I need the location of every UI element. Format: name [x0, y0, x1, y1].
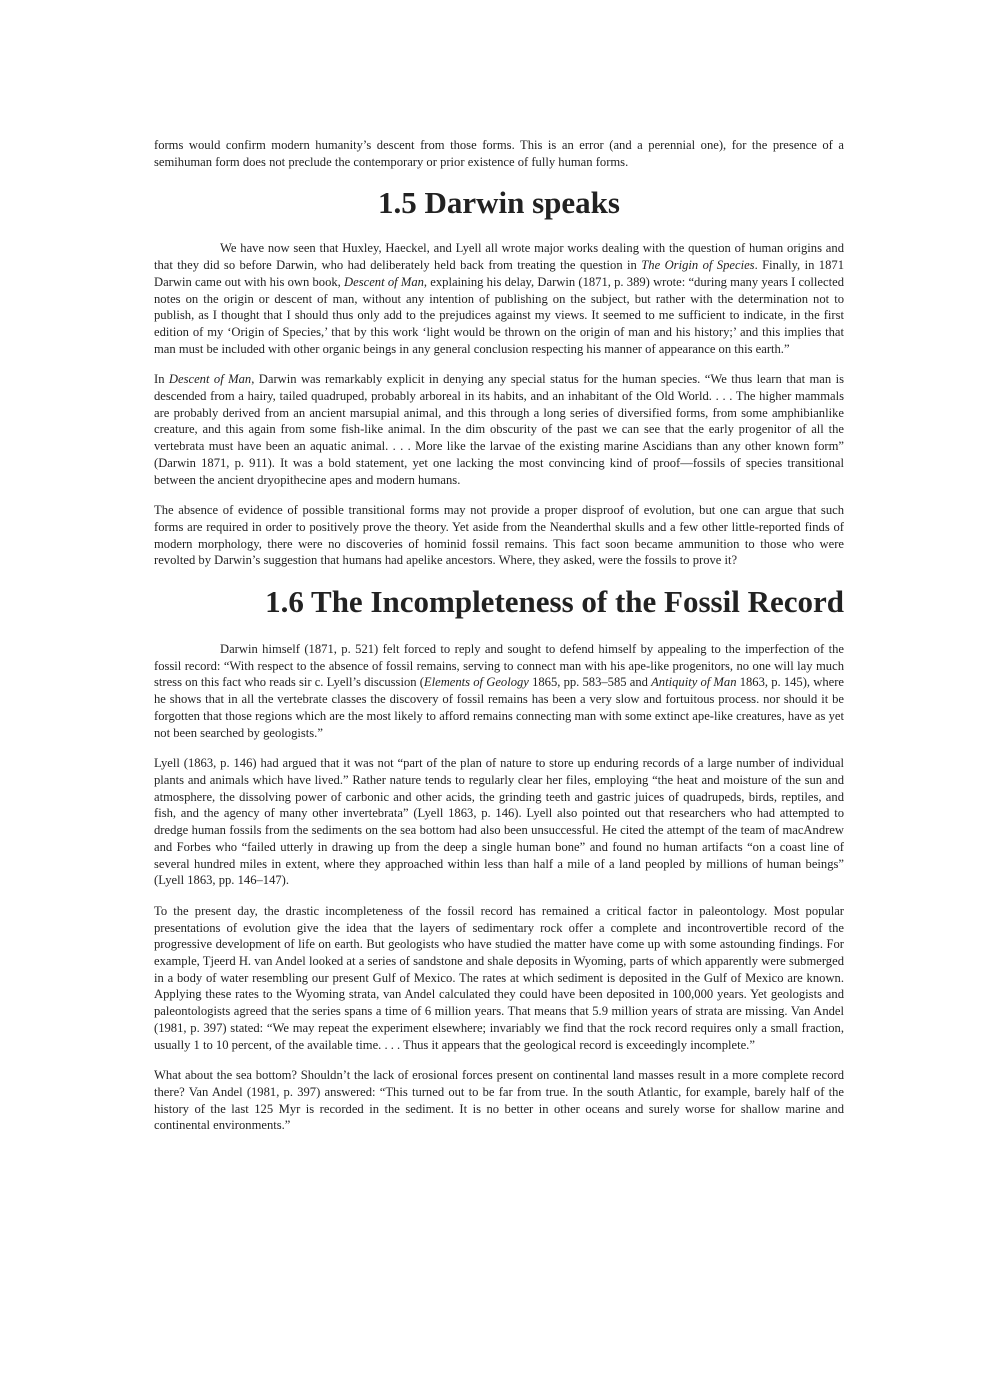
paragraph: To the present day, the drastic incompleteness of the fossil record has remained a critical factor in paleontology. Most popular presentations of evolution give the idea that the layers of sedimentary rock offer a complete and incontrovertible record of the progressive development of life on earth. But geologists who have studied the matter have come up with some astounding findings. For example, Tjeerd H. van Andel looked at a series of sandstone and shale deposits in Wyoming, parts of which apparently were submerged in a body of water resembling our present Gulf of Mexico. The rates at which sediment is deposited in the Gulf of Mexico are known. Applying these rates to the Wyoming strata, van Andel calculated they could have been deposited in 100,000 years. Yet geologists and paleontologists agreed that the series spans a time of 6 million years. That means that 5.9 million years of strata are missing. Van Andel (1981, p. 397) stated: “We may repeat the experiment elsewhere; invariably we find that the rock record requires only a small fraction, usually 1 to 10 percent, of the available time. . . . Thus it appears that the geological record is exceedingly incomplete.”	[154, 903, 844, 1052]
book-title: Antiquity of Man	[651, 675, 737, 690]
page-content	[154, 137, 844, 1148]
section-heading-1-6: 1.6 The Incompleteness of the Fossil Record	[265, 584, 844, 620]
paragraph: Darwin himself (1871, p. 521) felt forced to reply and sought to defend himself by appealing to the imperfection of the fossil record: “With respect to the absence of fossil remains, serving to connect man with his ape-like progenitors, no one will lay much stress on this fact who reads sir c. Lyell’s discussion (Elements of Geology 1865, pp. 583–585 and Antiquity of Man 1863, p. 145), where he shows that in all the vertebrate classes the discovery of fossil remains has been a very slow and fortuitous process. nor should it be forgotten that those regions which are the most likely to afford remains connecting man with some extinct ape-like creatures, have as yet not been searched by geologists.”	[154, 642, 844, 740]
book-title: Descent of Man	[168, 372, 252, 387]
intro-paragraph: forms would confirm modern humanity’s descent from those forms. This is an error (and a perennial one), for the presence of a semihuman form does not preclude the contemporary or prior existence of fully human forms.	[154, 138, 844, 169]
paragraph: We have now seen that Huxley, Haeckel, and Lyell all wrote major works dealing with the question of human origins and that they did so before Darwin, who had deliberately held back from treating the question in The Origin of Species. Finally, in 1871 Darwin came out with his own book, Descent of Man, explaining his delay, Darwin (1871, p. 389) wrote: “during many years I collected notes on the origin or descent of man, without any intention of publishing on the subject, but rather with the determination not to publish, as I thought that I should thus only add to the prejudices against my views. It seemed to me sufficient to indicate, in the first edition of my ‘Origin of Species,’ that by this work ‘light would be thrown on the origin of man and his history;’ and this implies that man must be included with other organic beings in any general conclusion respecting his manner of appearance on this earth.”	[154, 241, 844, 356]
section-heading-1-5: 1.5 Darwin speaks	[377, 185, 620, 221]
paragraph: What about the sea bottom? Shouldn’t the lack of erosional forces present on continental land masses result in a more complete record there? Van Andel (1981, p. 397) answered: “This turned out to be far from true. In the south Atlantic, for example, barely half of the history of the last 125 Myr is recorded in the sediment. It is no better in other oceans and surely worse for shallow marine and continental environments.”	[154, 1068, 844, 1133]
paragraph: Lyell (1863, p. 146) had argued that it was not “part of the plan of nature to store up enduring records of a large number of individual plants and animals which have lived.” Rather nature tends to regularly clear her files, employing “the heat and moisture of the sun and atmosphere, the dissolving power of carbonic and other acids, the grinding teeth and gastric juices of quadrupeds, birds, reptiles, and fish, and the agency of many other invertebrata” (Lyell 1863, p. 146). Lyell also pointed out that researchers who had attempted to dredge human fossils from the sediments on the sea bottom had also been unsuccessful. He cited the attempt of the team of macAndrew and Forbes who “failed utterly in drawing up from the deep a single human bone” and found no human artifacts “on a coast line of several hundred miles in extent, where they approached within less than half a mile of a land peopled by millions of human beings” (Lyell 1863, pp. 146–147).	[154, 756, 844, 888]
book-title: Elements of Geology	[423, 675, 529, 690]
book-title: Descent of Man	[344, 274, 424, 289]
book-title: The Origin of Species	[641, 258, 755, 273]
paragraph: In Descent of Man, Darwin was remarkably explicit in denying any special status for the human species. “We thus learn that man is descended from a hairy, tailed quadruped, probably arboreal in its habits, and an inhabitant of the Old World. . . . The higher mammals are probably derived from an ancient marsupial animal, and this through a long series of diversified forms, from some amphibianlike creature, and this again from some fish-like animal. In the dim obscurity of the past we can see that the early progenitor of all the vertebrata must have been an aquatic animal. . . . More like the larvae of the existing marine Ascidians than any other known form” (Darwin 1871, p. 911). It was a bold statement, yet one lacking the most convincing kind of proof—fossils of species transitional between the ancient dryopithecine apes and modern humans.	[154, 372, 845, 487]
paragraph: The absence of evidence of possible transitional forms may not provide a proper disproof of evolution, but one can argue that such forms are required in order to positively prove the theory. Yet aside from the Neanderthal skulls and a few other little-reported finds of modern morphology, there were no discoveries of hominid fossil remains. This fact soon became ammunition to those who were revolted by Darwin’s suggestion that humans had apelike ancestors. Where, they asked, were the fossils to prove it?	[154, 503, 844, 568]
